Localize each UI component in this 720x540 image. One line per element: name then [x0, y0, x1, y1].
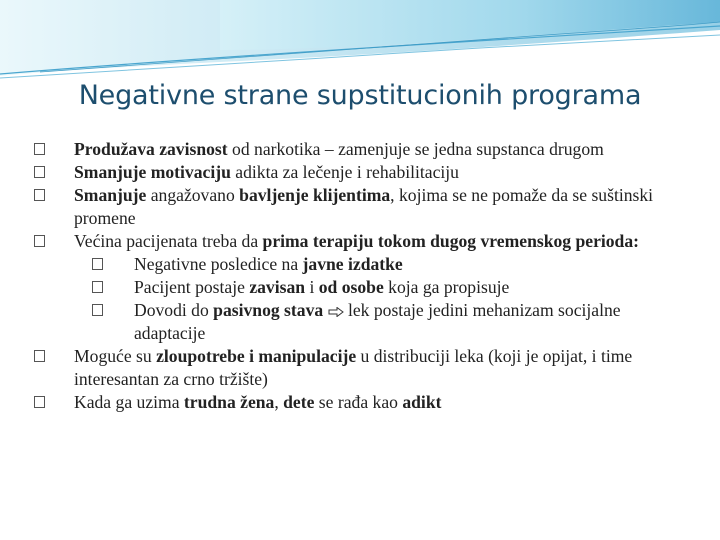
text-run: , [274, 392, 284, 412]
right-arrow-icon [328, 307, 344, 317]
bold-text-run: zavisan [249, 277, 306, 297]
sub-bullet-item [34, 253, 674, 276]
bullet-item [34, 230, 674, 253]
text-run: Negativne posledice na [134, 254, 303, 274]
page-title: Negativne strane supstitucionih programa [78, 80, 642, 111]
text-run: Moguće su [74, 346, 157, 366]
text-run: adikta za lečenje i rehabilitaciju [230, 162, 459, 182]
bullet-box-icon [92, 281, 103, 293]
bold-text-run: Smanjuje motivaciju [74, 162, 231, 182]
bold-text-run: adikt [402, 392, 442, 412]
bullet-list [34, 138, 674, 414]
text-run: lek postaje jedini mehanizam socijalne adaptacije [134, 300, 621, 343]
sub-bullet-item [34, 299, 674, 345]
text-run: , kojima se ne pomaže da se suštinski promene [74, 185, 654, 228]
bold-text-run: Produžava zavisnost [74, 139, 228, 159]
bold-text-run: od osobe [318, 277, 384, 297]
bullet-item [34, 138, 674, 161]
bold-text-run: trudna žena [183, 392, 275, 412]
bullet-box-icon [92, 304, 103, 316]
text-run: u distribuciji leka (koji je opijat, i time interesantan za crno tržište) [74, 346, 633, 389]
bullet-box-icon [34, 350, 45, 362]
text-run: od narkotika – zamenjuje se jedna supstanca drugom [227, 139, 604, 159]
bold-text-run: pasivnog stava [213, 300, 324, 320]
bullet-box-icon [34, 143, 45, 155]
text-run: se rađa kao [314, 392, 403, 412]
bullet-box-icon [34, 396, 45, 408]
bold-text-run: javne izdatke [302, 254, 403, 274]
text-run: koja ga propisuje [383, 277, 510, 297]
text-run: Dovodi do [134, 300, 214, 320]
bullet-box-icon [34, 166, 45, 178]
text-run: Kada ga uzima [74, 392, 184, 412]
bold-text-run: dete [283, 392, 315, 412]
bullet-item [34, 184, 674, 230]
bold-text-run: Smanjuje [74, 185, 147, 205]
text-run: Pacijent postaje [134, 277, 250, 297]
text-run: Većina pacijenata treba da [74, 231, 263, 251]
bullet-item [34, 391, 674, 414]
bold-text-run: bavljenje klijentima [239, 185, 391, 205]
bold-text-run: zloupotrebe i manipulacije [156, 346, 357, 366]
text-run: i [305, 277, 319, 297]
bullet-box-icon [34, 189, 45, 201]
bullet-item [34, 345, 674, 391]
bullet-box-icon [34, 235, 45, 247]
sub-bullet-item [34, 276, 674, 299]
bullet-item [34, 161, 674, 184]
bullet-box-icon [92, 258, 103, 270]
bold-text-run: prima terapiju tokom dugog vremenskog perioda: [262, 231, 640, 251]
header-wave-decoration [0, 0, 720, 80]
text-run: angažovano [146, 185, 240, 205]
